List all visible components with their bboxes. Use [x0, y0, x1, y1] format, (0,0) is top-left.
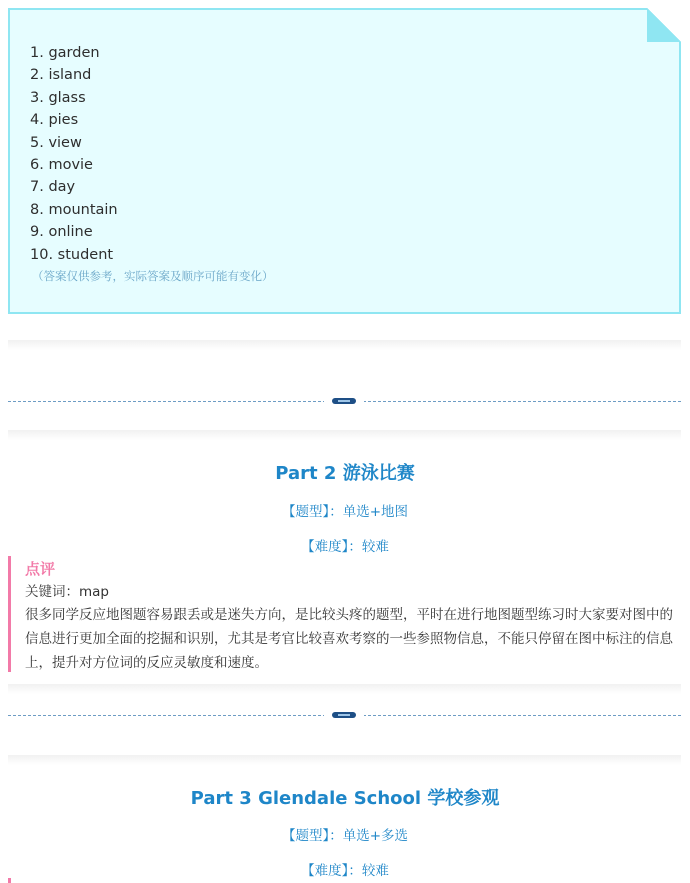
part2-type: 【题型】：单选+地图	[281, 504, 409, 520]
answer-card	[8, 8, 681, 314]
answer-item: 2. island	[30, 67, 92, 84]
review-block	[8, 556, 678, 672]
section-shadow	[8, 340, 681, 350]
part2-title: Part 2 游泳比赛	[275, 463, 415, 484]
logo-badge-icon	[324, 395, 364, 407]
review-body: 很多同学反应地图题容易跟丢或是迷失方向，是比较头疼的题型，平时在进行地图题型练习时大家要对图中的信息进行更加全面的挖掘和识别，尤其是考官比较喜欢考察的一些参照物信息，不能只停留在图中标注的信息上，提升对方位词的反应灵敏度和速度。	[25, 607, 673, 671]
part2-difficulty: 【难度】：较难	[301, 539, 389, 555]
answer-item: 5. view	[30, 134, 82, 151]
review-bar-start	[8, 878, 11, 883]
answer-item: 6. movie	[30, 157, 93, 174]
page-fold-corner	[647, 8, 681, 42]
answer-item: 4. pies	[30, 112, 79, 129]
logo-badge-icon	[324, 709, 364, 721]
section-shadow	[8, 430, 681, 440]
part3-type: 【题型】：单选+多选	[281, 828, 409, 844]
review-keyword: 关键词：map	[25, 584, 109, 600]
answer-item: 1. garden	[30, 45, 100, 61]
answer-item: 10. student	[30, 246, 114, 263]
answer-item: 7. day	[30, 179, 76, 196]
answer-item: 3. glass	[30, 89, 86, 106]
part3-title: Part 3 Glendale School 学校参观	[190, 788, 500, 809]
part3-difficulty: 【难度】：较难	[301, 863, 389, 879]
review-heading: 点评	[25, 560, 56, 578]
answer-disclaimer: （答案仅供参考，实际答案及顺序可能有变化）	[32, 269, 274, 283]
answer-item: 9. online	[30, 224, 93, 241]
answer-item: 8. mountain	[30, 201, 118, 218]
answer-list	[30, 42, 118, 266]
section-shadow	[8, 684, 681, 694]
section-shadow	[8, 755, 681, 765]
